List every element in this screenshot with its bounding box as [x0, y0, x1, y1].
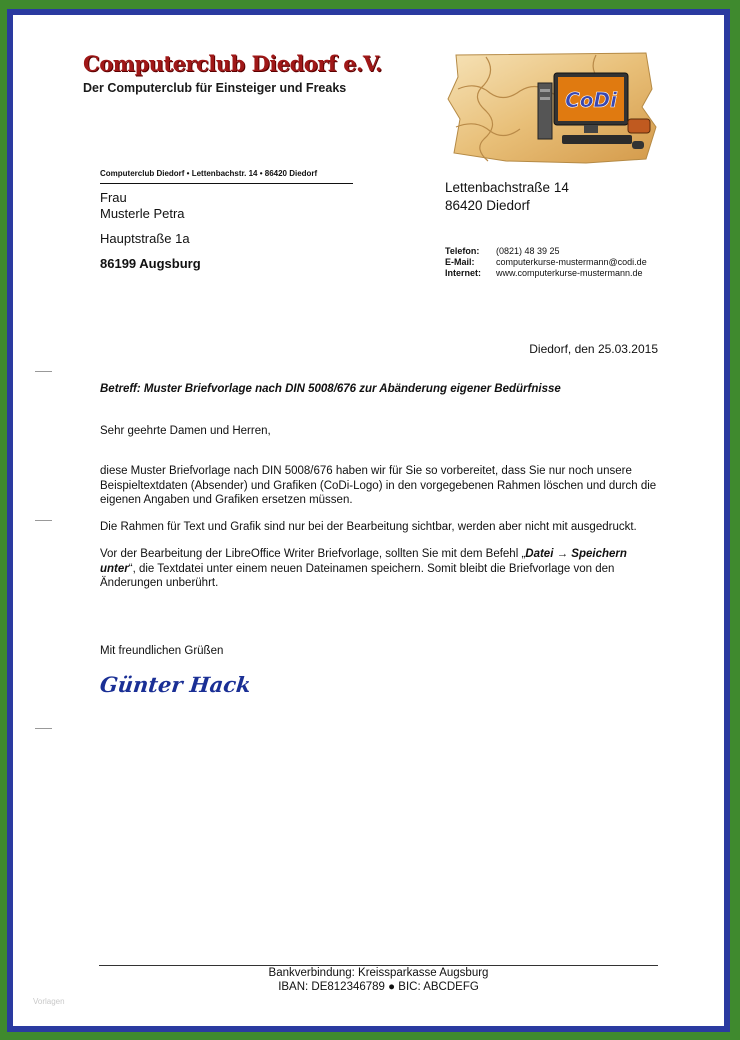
subject-line: Betreff: Muster Briefvorlage nach DIN 5008/676 zur Abänderung eigener Bedürfnisse: [100, 383, 561, 395]
contact-internet-value: www.computerkurse-mustermann.de: [496, 268, 643, 278]
footer-bank: Bankverbindung: Kreissparkasse Augsburg: [268, 967, 489, 979]
fold-mark-bottom: [35, 728, 52, 729]
contact-phone-label: Telefon:: [445, 246, 480, 256]
sender-rule: [100, 183, 353, 184]
sender-return-line: Computerclub Diedorf • Lettenbachstr. 14 • 86420 Diedorf: [100, 169, 318, 178]
date-line: Diedorf, den 25.03.2015: [529, 342, 658, 356]
recipient-street: Hauptstraße 1a: [100, 231, 190, 246]
body-paragraph-3-end: “, die Textdatei unter einem neuen Dateinamen speichern. Somit bleibt die Briefvorlage von den Änderungen unberührt.: [100, 562, 615, 589]
contact-email-label: E-Mail:: [445, 257, 475, 267]
contact-internet-label: Internet:: [445, 268, 481, 278]
org-tagline: Der Computerclub für Einsteiger und Freaks: [83, 81, 347, 95]
logo-text: CoDi: [565, 88, 617, 112]
greeting: Sehr geehrte Damen und Herren,: [100, 425, 271, 437]
codi-puzzle-logo: [446, 49, 659, 166]
body-paragraph-3-start: Vor der Bearbeitung der LibreOffice Writer Briefvorlage, sollten Sie mit dem Befehl „: [100, 548, 526, 560]
footer-iban-bic: IBAN: DE812346789 ● BIC: ABCDEFG: [278, 981, 479, 993]
fold-mark-top: [35, 371, 52, 372]
contact-phone: [445, 246, 560, 256]
recipient-name: Musterle Petra: [100, 206, 185, 221]
closing: Mit freundlichen Grüßen: [100, 645, 224, 657]
contact-email: [445, 257, 647, 267]
footer-rule: [99, 965, 658, 966]
recipient-salutation: Frau: [100, 190, 127, 205]
contact-phone-value: (0821) 48 39 25: [496, 246, 560, 256]
body-paragraph-2: Die Rahmen für Text und Grafik sind nur bei der Bearbeitung sichtbar, werden aber nicht mit ausgedruckt.: [100, 521, 637, 533]
watermark: Vorlagen: [33, 997, 65, 1006]
org-name: Computerclub Diedorf e.V.: [83, 51, 382, 76]
body-paragraph-1: diese Muster Briefvorlage nach DIN 5008/676 haben wir für Sie so vorbereitet, dass Sie nur noch unsere Beispieltextdaten (Absender) und Grafiken (CoDi-Logo) in den vorgegebenen Rahmen löschen und durch die eigenen Angaben und Grafiken ersetzen müssen.: [100, 465, 657, 506]
letter-page: [13, 15, 724, 1026]
menu-command: Datei → Speichern unter: [100, 548, 627, 575]
recipient-city: 86199 Augsburg: [100, 256, 201, 271]
contact-internet: [445, 268, 643, 278]
sender-city: 86420 Diedorf: [445, 198, 530, 213]
sender-street: Lettenbachstraße 14: [445, 180, 569, 195]
signature: Günter Hack: [98, 672, 253, 697]
body-paragraph-3: [100, 547, 660, 591]
punch-mark: [35, 520, 52, 521]
contact-email-value: computerkurse-mustermann@codi.de: [496, 257, 647, 267]
